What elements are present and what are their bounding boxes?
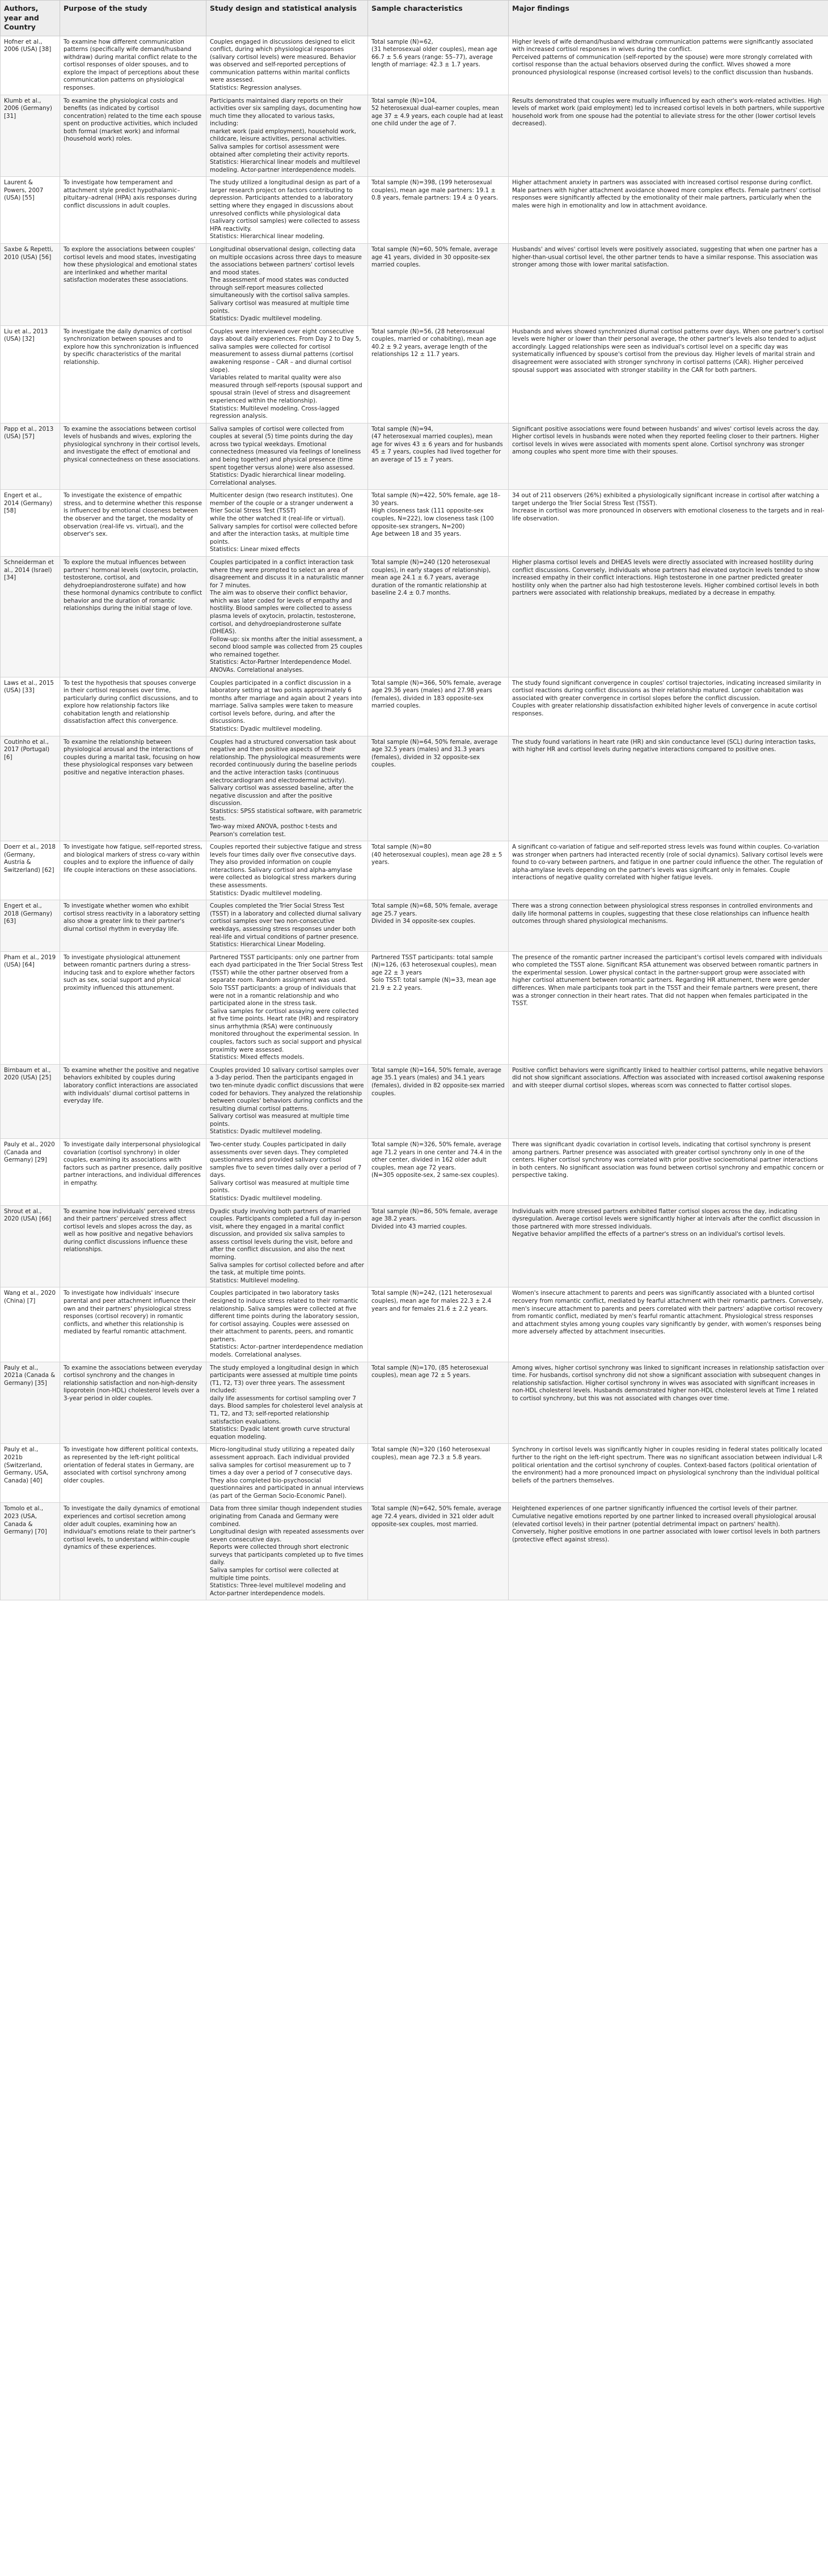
table-row bbox=[1, 677, 828, 736]
cell-author: Engert et al., 2014 (Germany) [58] bbox=[1, 490, 60, 557]
cell-sample: Total sample (N)=642, 50% female, average age 72.4 years, divided in 321 older adult opposite-sex couples, most married. bbox=[368, 1503, 509, 1600]
cell-purpose: To examine the associations between cortisol levels of husbands and wives, exploring the physiological synchrony in their cortisol levels, and investigate the effect of emotional and physical connectedness on these associations. bbox=[60, 423, 206, 490]
cell-findings: Significant positive associations were found between husbands' and wives' cortisol levels across the day. Higher cortisol levels in husbands were noted when they reported feeling closer to their partners. Higher cortisol levels in wives were associated with moments spent alone. Cortisol synchrony was stronger among couples who spent more time with their spouses. bbox=[509, 423, 828, 490]
cell-findings: Among wives, higher cortisol synchrony was linked to significant increases in relationship satisfaction over time. For husbands, cortisol synchrony did not show a significant association with subsequent changes in relationship satisfaction. Higher cortisol synchrony in wives was associated with significant increases in non-HDL cholesterol levels. Husbands demonstrated higher non-HDL cholesterol levels at Time 1 related to cortisol synchrony, but this was not associated with changes over time. bbox=[509, 1362, 828, 1444]
cell-purpose: To investigate daily interpersonal physiological covariation (cortisol synchrony) in older couples, examining its associations with factors such as partner presence, daily positive partner interactions, and individual differences in empathy. bbox=[60, 1138, 206, 1205]
header-authors: Authors, year and Country bbox=[1, 1, 60, 36]
cell-purpose: To explore the associations between couples' cortisol levels and mood states, investigating how these physiological and emotional states are interlinked and whether marital satisfaction moderates these associations. bbox=[60, 243, 206, 325]
cell-design: Couples participated in a conflict interaction task where they were prompted to select an area of disagreement and discuss it in a naturalistic manner for 7 minutes. The aim was to observe their conflict behavior, which was later coded for levels of empathy and hostility. Blood samples were collected to assess plasma levels of oxytocin, prolactin, testosterone, cortisol, and dehydroepiandrosterone sulfate (DHEAS). Follow-up: six months after the initial assessment, a second blood sample was collected from 25 couples who remained together. Statistics: Actor-Partner Interdependence Model. ANOVAs. Correlational analyses. bbox=[206, 556, 368, 677]
cell-purpose: To investigate whether women who exhibit cortisol stress reactivity in a laboratory setting also show a greater link to their partner's diurnal cortisol rhythm in everyday life. bbox=[60, 900, 206, 951]
cell-author: Klumb et al., 2006 (Germany) [31] bbox=[1, 95, 60, 177]
cell-purpose: To examine the relationship between physiological arousal and the interactions of couples during a marital task, focusing on how these physiological responses vary between positive and negative interaction phases. bbox=[60, 736, 206, 841]
cell-sample: Total sample (N)=326, 50% female, average age 71.2 years in one center and 74.4 in the other center, divided in 162 older adult couples, mean age 72 years. (N=305 opposite-sex, 2 same-sex couples). bbox=[368, 1138, 509, 1205]
cell-sample: Total sample (N)=94, (47 heterosexual married couples), mean age for wives 43 ± 6 years and for husbands 45 ± 7 years, couples had lived together for an average of 15 ± 7 years. bbox=[368, 423, 509, 490]
cell-design: The study employed a longitudinal design in which participants were assessed at multiple time points (T1, T2, T3) over three years. The assessment included: daily life assessments for cortisol sampling over 7 days. Blood samples for cholesterol level analysis at T1, T2, and T3; self-reported relationship satisfaction evaluations. Statistics: Dyadic latent growth curve structural equation modeling. bbox=[206, 1362, 368, 1444]
cell-author: Doerr et al., 2018 (Germany, Austria & Switzerland) [62] bbox=[1, 841, 60, 900]
cell-findings: Individuals with more stressed partners exhibited flatter cortisol slopes across the day, indicating dysregulation. Average cortisol levels were significantly higher at intervals after the conflict discussion in those partnered with more stressed individuals. Negative behavior amplified the effects of a partner's stress on an individual's cortisol levels. bbox=[509, 1205, 828, 1287]
cell-findings: The study found significant convergence in couples' cortisol trajectories, indicating increased similarity in cortisol reactions during conflict discussions as their relationship matured. Longer cohabitation was associated with greater convergence in cortisol slopes before the conflict discussion. Couples with greater relationship dissatisfaction exhibited higher levels of convergence in acute cortisol responses. bbox=[509, 677, 828, 736]
table-row bbox=[1, 243, 828, 325]
cell-author: Coutinho et al., 2017 (Portugal) [6] bbox=[1, 736, 60, 841]
cell-sample: Total sample (N)=104, 52 heterosexual dual-earner couples, mean age 37 ± 4.9 years, each couple had at least one child under the age of 7. bbox=[368, 95, 509, 177]
cell-findings: The study found variations in heart rate (HR) and skin conductance level (SCL) during interaction tasks, with higher HR and cortisol levels during negative interactions compared to positive ones. bbox=[509, 736, 828, 841]
cell-author: Hofner et al., 2006 (USA) [38] bbox=[1, 36, 60, 95]
cell-findings: Positive conflict behaviors were significantly linked to healthier cortisol patterns, while negative behaviors did not show significant associations. Affection was associated with increased cortisol awakening response and with steeper diurnal cortisol slopes, whereas scorn was connected to flatter cortisol slopes. bbox=[509, 1064, 828, 1138]
cell-purpose: To investigate the daily dynamics of cortisol synchronization between spouses and to explore how this synchronization is influenced by specific characteristics of the marital relationship. bbox=[60, 325, 206, 423]
cell-sample: Total sample (N)=398, (199 heterosexual couples), mean age male partners: 19.1 ± 0.8 years, female partners: 19.4 ± 0 years. bbox=[368, 177, 509, 244]
cell-design: Couples provided 10 salivary cortisol samples over a 3-day period. Then the participants engaged in two ten-minute dyadic conflict discussions that were coded for behaviors. They analyzed the relationship between couples' behaviors during conflicts and the resulting diurnal cortisol patterns. Salivary cortisol was measured at multiple time points. Statistics: Dyadic multilevel modeling. bbox=[206, 1064, 368, 1138]
table-row bbox=[1, 490, 828, 557]
cell-findings: The presence of the romantic partner increased the participant's cortisol levels compared with individuals who completed the TSST alone. Significant RSA attunement was observed between romantic partners in the experimental session. Lower physical contact in the partner-support group were associated with higher cortisol attunement between romantic partners. Regarding HR attunement, there were gender differences. When male participants took part in the TSST and their female partners were present, there was a stronger connection in their heart rates. That did not happen when females participated in the TSST. bbox=[509, 951, 828, 1064]
table-row bbox=[1, 900, 828, 951]
cell-design: Participants maintained diary reports on their activities over six sampling days, documenting how much time they allocated to various tasks, including: market work (paid employment), household work, childcare, leisure activities, personal activities. Saliva samples for cortisol assessment were obtained after completing their activity reports. Statistics: Hierarchical linear models and multilevel modeling. Actor-partner interdependence models. bbox=[206, 95, 368, 177]
cell-purpose: To investigate how individuals' insecure parental and peer attachment influence their own and their partners' physiological stress responses (cortisol recovery) in romantic conflicts, and whether this relationship is mediated by fearful romantic attachment. bbox=[60, 1287, 206, 1362]
cell-purpose: To investigate how temperament and attachment style predict hypothalamic–pituitary–adrenal (HPA) axis responses during conflict discussions in adult couples. bbox=[60, 177, 206, 244]
cell-author: Saxbe & Repetti, 2010 (USA) [56] bbox=[1, 243, 60, 325]
cell-findings: Husbands and wives showed synchronized diurnal cortisol patterns over days. When one partner's cortisol levels were higher or lower than their personal average, the other partner's levels also tended to adjust accordingly. Lagged relationships were seen as individual's cortisol level on a specific day was systematically influenced by spouse's cortisol from the previous day. Higher levels of marital strain and disagreement were associated with stronger synchrony in cortisol patterns (CAR). Higher perceived spousal support was associated with stronger stability in the CAR for both partners. bbox=[509, 325, 828, 423]
table-row bbox=[1, 1064, 828, 1138]
cell-findings: There was a strong connection between physiological stress responses in controlled environments and daily life hormonal patterns in couples, suggesting that these close relationships can influence health outcomes through shared physiological mechanisms. bbox=[509, 900, 828, 951]
cell-findings: Synchrony in cortisol levels was significantly higher in couples residing in federal states politically located further to the right on the left-right spectrum. There was no significant association between individual L-R political orientation and the cortisol synchrony of couples. Context-based factors (political orientation of the environment) had a more pronounced impact on physiological synchrony than the individual political beliefs of the partners themselves. bbox=[509, 1444, 828, 1503]
table-row bbox=[1, 1444, 828, 1503]
cell-findings: 34 out of 211 observers (26%) exhibited a physiologically significant increase in cortisol after watching a target undergo the Trier Social Stress Test (TSST). Increase in cortisol was more pronounced in observers with emotional closeness to the targets and in real-life observation. bbox=[509, 490, 828, 557]
cell-purpose: To examine the physiological costs and benefits (as indicated by cortisol concentration) related to the time each spouse spent on productive activities, which included both formal (market work) and informal (household work) roles. bbox=[60, 95, 206, 177]
cell-sample: Total sample (N)=422, 50% female, age 18–30 years. High closeness task (111 opposite-sex couples, N=222), low closeness task (100 opposite-sex strangers, N=200) Age between 18 and 35 years. bbox=[368, 490, 509, 557]
cell-findings: There was significant dyadic covariation in cortisol levels, indicating that cortisol synchrony is present among partners. Partner presence was associated with greater cortisol synchrony only in one of the centers. Higher cortisol synchrony was correlated with prior positive socioemotional partner interactions in both centers. No significant association was found between cortisol synchrony and empathic concern or perspective taking. bbox=[509, 1138, 828, 1205]
cell-design: Couples engaged in discussions designed to elicit conflict, during which physiological responses (salivary cortisol levels) were measured. Behavior was observed and self-reported perceptions of communication patterns within marital conflicts were assessed. Statistics: Regression analyses. bbox=[206, 36, 368, 95]
cell-author: Laurent & Powers, 2007 (USA) [55] bbox=[1, 177, 60, 244]
cell-sample: Partnered TSST participants: total sample (N)=126, (63 heterosexual couples), mean age 22 ± 3 years Solo TSST: total sample (N)=33, mean age 21.9 ± 2.2 years. bbox=[368, 951, 509, 1064]
cell-design: Couples were interviewed over eight consecutive days about daily experiences. From Day 2 to Day 5, saliva samples were collected for cortisol measurement to assess diurnal patterns (cortisol awakening response – CAR – and diurnal cortisol slope). Variables related to marital quality were also measured through self-reports (spousal support and spousal strain (level of stress and disagreement experienced within the relationship). Statistics: Multilevel modeling. Cross-lagged regression analysis. bbox=[206, 325, 368, 423]
cell-purpose: To investigate the daily dynamics of emotional experiences and cortisol secretion among older adult couples, examining how an individual's emotions relate to their partner's cortisol levels, to understand within-couple dynamics of these experiences. bbox=[60, 1503, 206, 1600]
cell-design: Couples participated in a conflict discussion in a laboratory setting at two points approximately 6 months after marriage and again about 2 years into marriage. Saliva samples were taken to measure cortisol levels before, during, and after the discussions. Statistics: Dyadic multilevel modeling. bbox=[206, 677, 368, 736]
table-row bbox=[1, 556, 828, 677]
cell-sample: Total sample (N)=64, 50% female, average age 32.5 years (males) and 31.3 years (females), divided in 32 opposite-sex couples. bbox=[368, 736, 509, 841]
cell-findings: Higher plasma cortisol levels and DHEAS levels were directly associated with increased hostility during conflict discussions. Conversely, individuals whose partners had elevated oxytocin levels tended to show increased empathy in their conflict interactions. High testosterone in one partner predicted greater hostility only when the partner also had high testosterone levels. Higher combined cortisol levels in both partners were associated with relationship breakups, mediated by a decrease in empathy. bbox=[509, 556, 828, 677]
table-row bbox=[1, 1138, 828, 1205]
cell-purpose: To investigate how different political contexts, as represented by the left-right political orientation of federal states in Germany, are associated with cortisol synchrony among older couples. bbox=[60, 1444, 206, 1503]
cell-author: Pauly et al., 2021b (Switzerland, Germany, USA, Canada) [40] bbox=[1, 1444, 60, 1503]
cell-design: Two-center study. Couples participated in daily assessments over seven days. They completed questionnaires and provided salivary cortisol samples five to seven times daily over a period of 7 days. Salivary cortisol was measured at multiple time points. Statistics: Dyadic multilevel modeling. bbox=[206, 1138, 368, 1205]
cell-purpose: To examine how individuals' perceived stress and their partners' perceived stress affect cortisol levels and slopes across the day, as well as how positive and negative behaviors during conflict discussions influence these relationships. bbox=[60, 1205, 206, 1287]
cell-author: Laws et al., 2015 (USA) [33] bbox=[1, 677, 60, 736]
table-row bbox=[1, 841, 828, 900]
cell-purpose: To investigate physiological attunement between romantic partners during a stress-inducing task and to explore whether factors such as sex, social support and physical proximity influenced this attunement. bbox=[60, 951, 206, 1064]
cell-sample: Total sample (N)=56, (28 heterosexual couples, married or cohabiting), mean age 40.2 ± 9.2 years, average length of the relationships 12 ± 11.7 years. bbox=[368, 325, 509, 423]
cell-findings: Higher levels of wife demand/husband withdraw communication patterns were significantly associated with increased cortisol responses in wives during the conflict. Perceived patterns of communication (self-reported by the spouse) were more strongly correlated with cortisol response than the actual behaviors observed during the conflict. Wives showed a more pronounced physiological response (increased cortisol levels) to the conflict discussion than husbands. bbox=[509, 36, 828, 95]
cell-author: Birnbaum et al., 2020 (USA) [25] bbox=[1, 1064, 60, 1138]
cell-sample: Total sample (N)=164, 50% female, average age 35.1 years (males) and 34.1 years (females), divided in 82 opposite-sex married couples. bbox=[368, 1064, 509, 1138]
cell-design: Longitudinal observational design, collecting data on multiple occasions across three days to measure the associations between partners' cortisol levels and mood states. The assessment of mood states was conducted through self-report measures collected simultaneously with the cortisol saliva samples. Salivary cortisol was measured at multiple time points. Statistics: Dyadic multilevel modeling. bbox=[206, 243, 368, 325]
table-row bbox=[1, 95, 828, 177]
table-row bbox=[1, 951, 828, 1064]
cell-author: Tomolo et al., 2023 (USA, Canada & Germany) [70] bbox=[1, 1503, 60, 1600]
cell-sample: Total sample (N)=320 (160 heterosexual couples), mean age 72.3 ± 5.8 years. bbox=[368, 1444, 509, 1503]
cell-purpose: To investigate the existence of empathic stress, and to determine whether this response is influenced by emotional closeness between the observer and the target, the modality of observation (real-life vs. virtual), and the observer's sex. bbox=[60, 490, 206, 557]
cell-sample: Total sample (N)=80 (40 heterosexual couples), mean age 28 ± 5 years. bbox=[368, 841, 509, 900]
cell-purpose: To examine whether the positive and negative behaviors exhibited by couples during laboratory conflict interactions are associated with individuals' diurnal cortisol patterns in everyday life. bbox=[60, 1064, 206, 1138]
cell-author: Shrout et al., 2020 (USA) [66] bbox=[1, 1205, 60, 1287]
cell-author: Pauly et al., 2020 (Canada and Germany) [29] bbox=[1, 1138, 60, 1205]
cell-design: Couples completed the Trier Social Stress Test (TSST) in a laboratory and collected diurnal salivary cortisol samples over two non-consecutive weekdays, assessing stress responses under both real-life and virtual conditions of partner presence. Statistics: Hierarchical Linear Modeling. bbox=[206, 900, 368, 951]
cell-design: Data from three similar though independent studies originating from Canada and Germany were combined. Longitudinal design with repeated assessments over seven consecutive days. Reports were collected through short electronic surveys that participants completed up to five times daily. Saliva samples for cortisol were collected at multiple time points. Statistics: Three-level multilevel modeling and Actor-partner interdependence models. bbox=[206, 1503, 368, 1600]
cell-purpose: To investigate how fatigue, self-reported stress, and biological markers of stress co-vary within couples and to explore the influence of daily life couple interactions on these associations. bbox=[60, 841, 206, 900]
cell-sample: Total sample (N)=60, 50% female, average age 41 years, divided in 30 opposite-sex married couples. bbox=[368, 243, 509, 325]
cell-findings: Husbands' and wives' cortisol levels were positively associated, suggesting that when one partner has a higher-than-usual cortisol level, the other partner tends to have a similar response. This association was stronger among those with lower marital satisfaction. bbox=[509, 243, 828, 325]
table-row bbox=[1, 423, 828, 490]
header-sample: Sample characteristics bbox=[368, 1, 509, 36]
cell-findings: Higher attachment anxiety in partners was associated with increased cortisol response during conflict. Male partners with higher attachment avoidance showed more complex effects. Female partners' cortisol responses were significantly affected by the emotionality of their male partners, particularly when the males were high in emotionality and low in attachment avoidance. bbox=[509, 177, 828, 244]
table-row bbox=[1, 177, 828, 244]
cell-design: Couples had a structured conversation task about negative and then positive aspects of their relationship. The physiological measurements were recorded continuously during the baseline periods and the active interaction tasks (continuous electrocardiogram and electrodermal activity). Salivary cortisol was assessed baseline, after the negative discussion and after the positive discussion. Statistics: SPSS statistical software, with parametric tests. Two-way mixed ANOVA, posthoc t-tests and Pearson's correlation test. bbox=[206, 736, 368, 841]
table-row bbox=[1, 736, 828, 841]
cell-design: Multicenter design (two research institutes). One member of the couple or a stranger underwent a Trier Social Stress Test (TSST) while the other watched it (real-life or virtual). Salivary samples for cortisol were collected before and after the interaction tasks, at multiple time points. Statistics: Linear mixed effects bbox=[206, 490, 368, 557]
table-row bbox=[1, 36, 828, 95]
cell-author: Schneiderman et al., 2014 (Israel) [34] bbox=[1, 556, 60, 677]
cell-design: Micro-longitudinal study utilizing a repeated daily assessment approach. Each individual provided saliva samples for cortisol measurement up to 7 times a day over a period of 7 consecutive days. They also completed bio-psychosocial questionnaires and participated in annual interviews (as part of the German Socio-Economic Panel). bbox=[206, 1444, 368, 1503]
cell-design: The study utilized a longitudinal design as part of a larger research project on factors contributing to depression. Participants attended to a laboratory setting where they engaged in discussions about unresolved conflicts while physiological data (salivary cortisol samples) were collected to assess HPA reactivity. Statistics: Hierarchical linear modeling. bbox=[206, 177, 368, 244]
cell-findings: A significant co-variation of fatigue and self-reported stress levels was found within couples. Co-variation was stronger when partners had interacted recently (role of social dynamics). Salivary cortisol levels were found to co-vary between partners, and fatigue in one partner could influence the other. The regulation of alpha-amylase levels depending on the partner's levels was significant only in females. Couple interactions of negative quality correlated with higher fatigue levels. bbox=[509, 841, 828, 900]
table-body bbox=[1, 36, 828, 1600]
header-findings: Major findings bbox=[509, 1, 828, 36]
cell-findings: Results demonstrated that couples were mutually influenced by each other's work-related activities. High levels of market work (paid employment) led to increased cortisol levels in both partners, while supportive household work from one spouse had the potential to alleviate stress for the other (lower cortisol levels decreased). bbox=[509, 95, 828, 177]
cell-author: Liu et al., 2013 (USA) [32] bbox=[1, 325, 60, 423]
table-row bbox=[1, 1287, 828, 1362]
cell-sample: Total sample (N)=68, 50% female, average age 25.7 years. Divided in 34 opposite-sex couples. bbox=[368, 900, 509, 951]
cell-author: Pham et al., 2019 (USA) [64] bbox=[1, 951, 60, 1064]
cell-purpose: To examine the associations between everyday cortisol synchrony and the changes in relationship satisfaction and non-high-density lipoprotein (non-HDL) cholesterol levels over a 3-year period in older couples. bbox=[60, 1362, 206, 1444]
cell-design: Saliva samples of cortisol were collected from couples at several (5) time points during the day across two typical weekdays. Emotional connectedness (measured via feelings of loneliness and being together) and physical presence (time spent together versus alone) were also assessed. Statistics: Dyadic hierarchical linear modeling. Correlational analyses. bbox=[206, 423, 368, 490]
cell-sample: Total sample (N)=62, (31 heterosexual older couples), mean age 66.7 ± 5.6 years (range: 55–77), average length of marriage: 42.3 ± 1.7 years. bbox=[368, 36, 509, 95]
cell-sample: Total sample (N)=366, 50% female, average age 29.36 years (males) and 27.98 years (females), divided in 183 opposite-sex married couples. bbox=[368, 677, 509, 736]
cell-findings: Heightened experiences of one partner significantly influenced the cortisol levels of their partner. Cumulative negative emotions reported by one partner linked to increased overall physiological arousal (elevated cortisol levels) in their partner (potential detrimental impact on partners' health). Conversely, higher positive emotions in one partner associated with lower cortisol levels in both partners (protective effect against stress). bbox=[509, 1503, 828, 1600]
cell-purpose: To test the hypothesis that spouses converge in their cortisol responses over time, particularly during conflict discussions, and to explore how relationship factors like cohabitation length and relationship dissatisfaction affect this convergence. bbox=[60, 677, 206, 736]
cell-design: Partnered TSST participants: only one partner from each dyad participated in the Trier Social Stress Test (TSST) while the other partner observed from a separate room. Random assignment was used. Solo TSST participants: a group of individuals that were not in a romantic relationship and who participated alone in the stress task. Saliva samples for cortisol assaying were collected at five time points. Heart rate (HR) and respiratory sinus arrhythmia (RSA) were continuously monitored throughout the experimental session. In couples, factors such as social support and physical proximity were assessed. Statistics: Mixed effects models. bbox=[206, 951, 368, 1064]
cell-sample: Total sample (N)=242, (121 heterosexual couples), mean age for males 22.3 ± 2.4 years and for females 21.6 ± 2.2 years. bbox=[368, 1287, 509, 1362]
cell-sample: Total sample (N)=86, 50% female, average age 38.2 years. Divided into 43 married couples. bbox=[368, 1205, 509, 1287]
table-header bbox=[1, 1, 828, 36]
header-purpose: Purpose of the study bbox=[60, 1, 206, 36]
cell-design: Dyadic study involving both partners of married couples. Participants completed a full day in-person visit, where they engaged in a marital conflict discussion, and provided six saliva samples to assess cortisol levels during the visit, before and after the conflict discussion, and also the next morning. Saliva samples for cortisol collected before and after the task, at multiple time points. Statistics: Multilevel modeling. bbox=[206, 1205, 368, 1287]
cell-design: Couples reported their subjective fatigue and stress levels four times daily over five consecutive days. They also provided information on couple interactions. Salivary cortisol and alpha-amylase were collected as biological stress markers during these assessments. Statistics: Dyadic multilevel modeling. bbox=[206, 841, 368, 900]
header-design: Study design and statistical analysis bbox=[206, 1, 368, 36]
table-row bbox=[1, 1205, 828, 1287]
cell-author: Pauly et al., 2021a (Canada & Germany) [35] bbox=[1, 1362, 60, 1444]
cell-sample: Total sample (N)=170, (85 heterosexual couples), mean age 72 ± 5 years. bbox=[368, 1362, 509, 1444]
cell-author: Papp et al., 2013 (USA) [57] bbox=[1, 423, 60, 490]
cell-findings: Women's insecure attachment to parents and peers was significantly associated with a blunted cortisol recovery from romantic conflict, mediated by fearful attachment with their romantic partners. Conversely, men's insecure attachment to parents and peers correlated with their partners' adaptive cortisol recovery from romantic conflict, mediated by men's fearful romantic attachment. Physiological stress responses and attachment styles among young couples vary significantly by gender, with women's responses being more adversely affected by attachment insecurities. bbox=[509, 1287, 828, 1362]
cell-sample: Total sample (N)=240 (120 heterosexual couples), in early stages of relationship), mean age 24.1 ± 6.7 years, average duration of the romantic relationship at baseline 2.4 ± 0.7 months. bbox=[368, 556, 509, 677]
table-row bbox=[1, 325, 828, 423]
cell-purpose: To examine how different communication patterns (specifically wife demand/husband withdraw) during marital conflict relate to the cortisol responses of older spouses, and to explore the impact of perceptions about these communication patterns on physiological responses. bbox=[60, 36, 206, 95]
cell-author: Engert et al., 2018 (Germany) [63] bbox=[1, 900, 60, 951]
table-row bbox=[1, 1362, 828, 1444]
cell-purpose: To explore the mutual influences between partners' hormonal levels (oxytocin, prolactin, testosterone, cortisol, and dehydroepiandrosterone sulfate) and how these hormonal dynamics contribute to conflict behavior and the duration of romantic relationships during the initial stage of love. bbox=[60, 556, 206, 677]
cell-design: Couples participated in two laboratory tasks designed to induce stress related to their romantic relationship. Saliva samples were collected at five different time points during the laboratory session, for cortisol assaying. Couples were assessed on their attachment to parents, peers, and romantic partners. Statistics: Actor–partner interdependence mediation models. Correlational analyses. bbox=[206, 1287, 368, 1362]
table-row bbox=[1, 1503, 828, 1600]
header-row bbox=[1, 1, 828, 36]
cell-author: Wang et al., 2020 (China) [7] bbox=[1, 1287, 60, 1362]
